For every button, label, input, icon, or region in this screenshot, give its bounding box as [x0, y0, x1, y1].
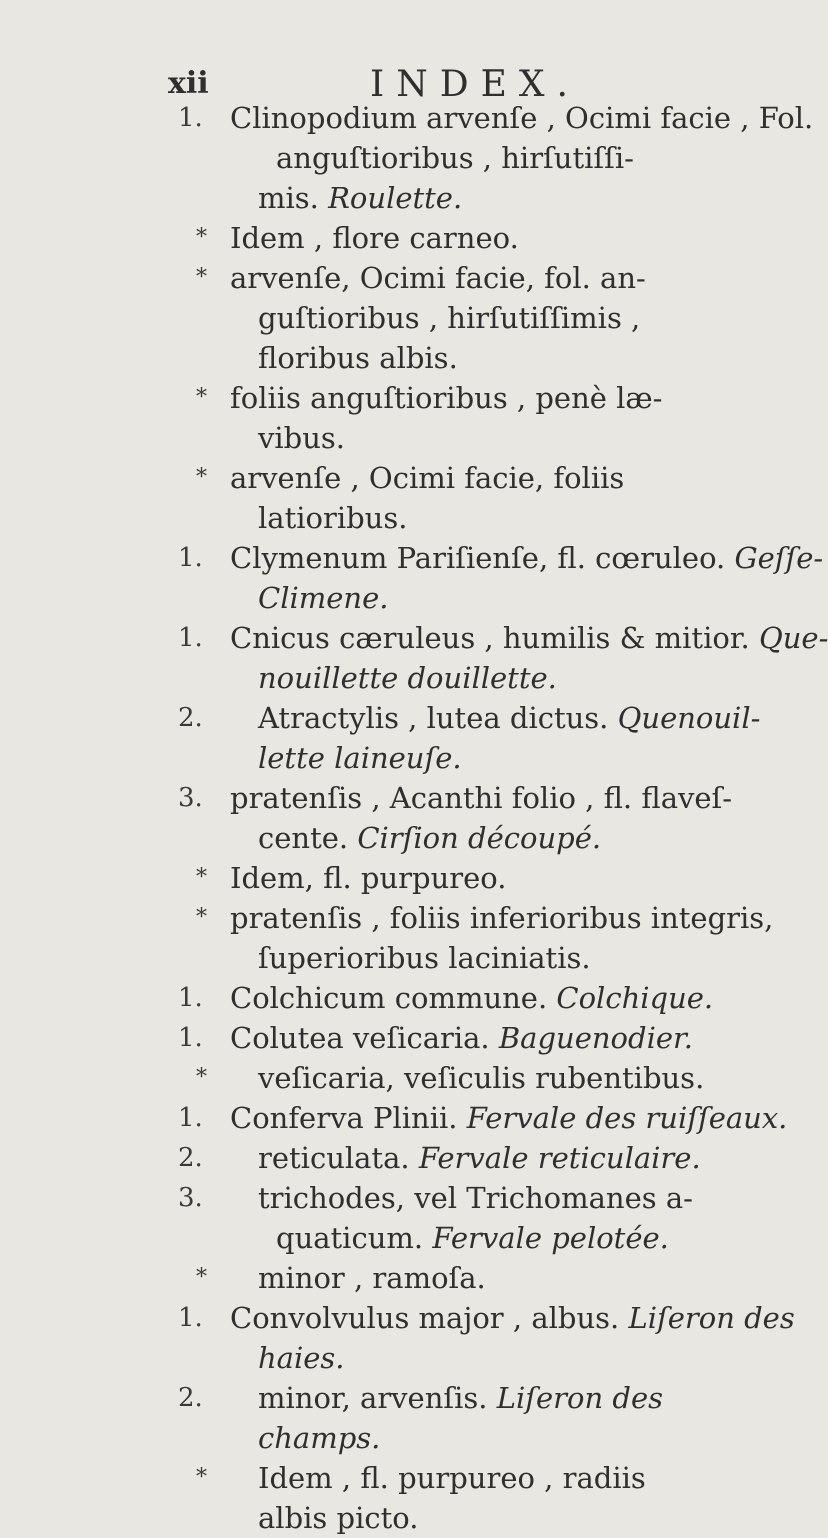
entry-text: pratenſis , foliis inferioribus integris,: [230, 901, 774, 935]
index-entry: [0, 218, 800, 258]
entry-line: [230, 1058, 760, 1098]
entry-line: [230, 1418, 760, 1458]
entry-text: arvenſe , Ocimi facie, foliis: [230, 461, 625, 495]
entry-line: [230, 258, 760, 298]
entry-text: minor, arvenſis.: [258, 1381, 497, 1415]
entry-text: Idem , flore carneo.: [230, 221, 519, 255]
entry-number: 2.: [178, 1143, 203, 1173]
entry-line: [230, 898, 774, 938]
entry-line: [230, 1178, 760, 1218]
entry-text: Colchicum commune.: [230, 981, 557, 1015]
entry-line: [230, 458, 760, 498]
entry-line: [230, 338, 760, 378]
entry-line: [230, 1498, 760, 1538]
entry-number: 2.: [178, 1383, 203, 1413]
entry-text: Idem, fl. purpureo.: [230, 861, 507, 895]
entry-line: [230, 498, 760, 538]
index-entry: [0, 1378, 800, 1458]
index-entry: [0, 1138, 800, 1178]
french-name: nouillette douillette.: [258, 661, 557, 695]
index-entry: [0, 1098, 800, 1138]
entry-text: Clymenum Pariſienſe, fl. cœruleo.: [230, 541, 735, 575]
entry-text: Cnicus cæruleus , humilis & mitior.: [230, 621, 759, 655]
entry-number: 3.: [178, 1183, 203, 1213]
entry-number: 1.: [178, 1023, 203, 1053]
entry-line: [230, 1218, 760, 1258]
page-title: INDEX.: [370, 64, 580, 105]
french-name: Cirſion découpé.: [357, 821, 602, 855]
entry-line: [230, 378, 760, 418]
entry-line: [230, 658, 760, 698]
entry-text: quaticum.: [276, 1221, 433, 1255]
entry-number: 1.: [178, 1303, 203, 1333]
entry-line: [230, 1338, 760, 1378]
entry-line: [230, 538, 824, 578]
entry-text: pratenſis , Acanthi folio , fl. flaveſ-: [230, 781, 733, 815]
entry-line: [230, 178, 760, 218]
entry-text: latioribus.: [258, 501, 408, 535]
index-entries: [0, 98, 828, 1538]
index-entry: [0, 1458, 800, 1538]
index-entry: [0, 538, 824, 618]
entry-text: ſuperioribus laciniatis.: [258, 941, 591, 975]
index-entry: [0, 1018, 800, 1058]
entry-text: trichodes, vel Trichomanes a-: [258, 1181, 693, 1215]
entry-number: 2.: [178, 703, 203, 733]
french-name: Fervale des ruiſſeaux.: [466, 1101, 788, 1135]
index-entry: [0, 778, 800, 858]
index-entry: [0, 378, 800, 458]
entry-line: [230, 1138, 760, 1178]
entry-line: [230, 978, 760, 1018]
french-name: Liſeron des: [496, 1381, 663, 1415]
entry-line: [230, 1258, 760, 1298]
asterisk-marker: *: [196, 905, 207, 930]
entry-line: [230, 938, 760, 978]
entry-line: [230, 738, 760, 778]
entry-number: 1.: [178, 543, 203, 573]
entry-text: Convolvulus major , albus.: [230, 1301, 629, 1335]
entry-text: foliis anguſtioribus , penè læ-: [230, 381, 663, 415]
french-name: haies.: [258, 1341, 345, 1375]
french-name: Climene.: [258, 581, 389, 615]
entry-line: [230, 138, 760, 178]
entry-text: Conferva Plinii.: [230, 1101, 467, 1135]
index-entry: [0, 1058, 800, 1098]
asterisk-marker: *: [196, 465, 207, 490]
index-entry: [0, 458, 800, 538]
index-entry: [0, 858, 800, 898]
french-name: Baguenodier.: [498, 1021, 693, 1055]
french-name: Liſeron des: [628, 1301, 795, 1335]
entry-text: cente.: [258, 821, 358, 855]
entry-text: reticulata.: [258, 1141, 419, 1175]
entry-line: [230, 1378, 760, 1418]
folio-number: xii: [168, 66, 209, 101]
entry-text: arvenſe, Ocimi facie, fol. an-: [230, 261, 646, 295]
entry-number: 1.: [178, 983, 203, 1013]
entry-text: Colutea veſicaria.: [230, 1021, 499, 1055]
entry-text: veſicaria, veſiculis rubentibus.: [258, 1061, 705, 1095]
entry-line: [230, 818, 760, 858]
entry-text: mis.: [258, 181, 329, 215]
entry-text: albis picto.: [258, 1501, 419, 1535]
entry-line: [230, 218, 760, 258]
entry-text: vibus.: [258, 421, 345, 455]
entry-line: [230, 418, 760, 458]
entry-text: floribus albis.: [258, 341, 458, 375]
entry-number: 3.: [178, 783, 203, 813]
french-name: Quenouil-: [617, 701, 761, 735]
asterisk-marker: *: [196, 385, 207, 410]
entry-number: 1.: [178, 623, 203, 653]
index-entry: [0, 258, 800, 378]
entry-line: [230, 98, 814, 138]
french-name: Geſſe-: [734, 541, 824, 575]
entry-line: [230, 698, 760, 738]
asterisk-marker: *: [196, 265, 207, 290]
entry-text: Atractylis , lutea dictus.: [258, 701, 618, 735]
entry-line: [230, 1458, 760, 1498]
index-entry: [0, 618, 828, 698]
index-entry: [0, 898, 800, 978]
entry-text: anguſtioribus , hirſutiſſi-: [276, 141, 634, 175]
index-entry: [0, 1178, 800, 1258]
index-entry: [0, 98, 814, 218]
entry-line: [230, 858, 760, 898]
french-name: Colchique.: [556, 981, 714, 1015]
french-name: Fervale pelotée.: [432, 1221, 669, 1255]
entry-text: guſtioribus , hirſutiſſimis ,: [258, 301, 641, 335]
entry-number: 1.: [178, 1103, 203, 1133]
entry-line: [230, 298, 760, 338]
entry-text: Clinopodium arvenſe , Ocimi facie , Fol.: [230, 101, 814, 135]
asterisk-marker: *: [196, 1465, 207, 1490]
entry-line: [230, 778, 760, 818]
french-name: Que-: [758, 621, 828, 655]
entry-text: Idem , fl. purpureo , radiis: [258, 1461, 646, 1495]
entry-number: 1.: [178, 103, 203, 133]
index-entry: [0, 978, 800, 1018]
asterisk-marker: *: [196, 1065, 207, 1090]
french-name: Roulette.: [328, 181, 463, 215]
french-name: champs.: [258, 1421, 381, 1455]
entry-line: [230, 1018, 760, 1058]
entry-line: [230, 1298, 795, 1338]
index-entry: [0, 1298, 800, 1378]
french-name: lette laineuſe.: [258, 741, 462, 775]
entry-text: minor , ramoſa.: [258, 1261, 486, 1295]
entry-line: [230, 618, 828, 658]
asterisk-marker: *: [196, 1265, 207, 1290]
entry-line: [230, 578, 760, 618]
index-entry: [0, 1258, 800, 1298]
index-entry: [0, 698, 800, 778]
asterisk-marker: *: [196, 865, 207, 890]
asterisk-marker: *: [196, 225, 207, 250]
french-name: Fervale reticulaire.: [418, 1141, 701, 1175]
entry-line: [230, 1098, 788, 1138]
